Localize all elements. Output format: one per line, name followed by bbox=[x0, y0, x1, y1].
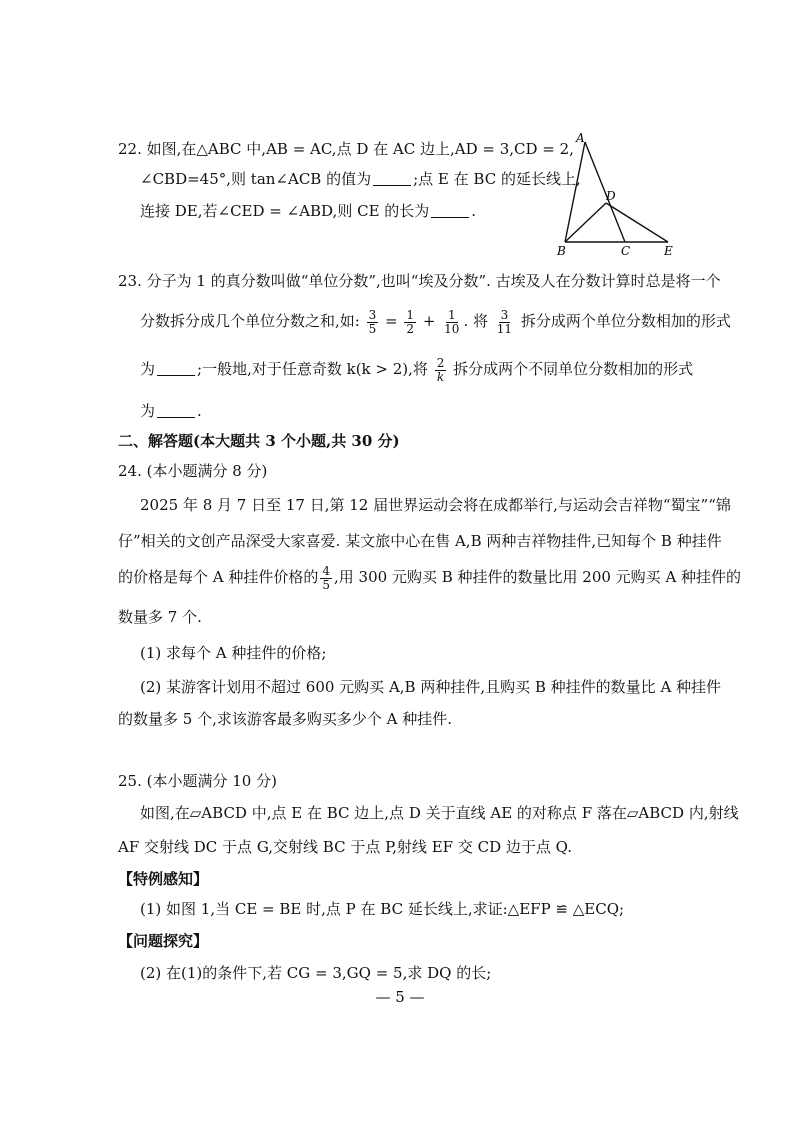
point-label-c: C bbox=[621, 244, 631, 258]
emphasis-char: 同 bbox=[543, 360, 559, 378]
emphasis-char: 不 bbox=[528, 360, 544, 378]
fraction: $\frac{2}{k}$ bbox=[436, 355, 445, 384]
point-label-d: D bbox=[606, 189, 616, 203]
q23-line-1: 23. 分子为 1 的真分数叫做“单位分数”,也叫“埃及分数”. 古埃及人在分数计算时总是将一个 bbox=[118, 272, 721, 290]
q22-text: ∠CBD=45°,则 tan∠ACB 的值为 bbox=[140, 170, 372, 188]
q23-text: 为 bbox=[140, 402, 156, 420]
section-heading: 二、解答题(本大题共 3 个小题,共 30 分) bbox=[118, 432, 400, 450]
point-label-a: A bbox=[576, 131, 585, 145]
q24-text: ,用 300 元购买 B 种挂件的数量比用 200 元购买 A 种挂件的 bbox=[334, 568, 742, 586]
fraction: $\frac{3}{5}$ bbox=[368, 307, 377, 336]
q23-text: 拆分成两个 bbox=[453, 360, 529, 378]
q23-line-3 bbox=[140, 354, 693, 384]
fraction: $\frac{1}{10}$ bbox=[444, 307, 460, 336]
q25-s2: (2) 在(1)的条件下,若 CG = 3,GQ = 5,求 DQ 的长; bbox=[140, 964, 492, 982]
q23-text: 分数拆分成几个单位分数之和,如: bbox=[140, 312, 360, 330]
fraction: $\frac{3}{11}$ bbox=[496, 307, 513, 336]
q25-head: 25. (本小题满分 10 分) bbox=[118, 772, 277, 790]
q24-p3 bbox=[118, 562, 741, 592]
q24-p1: 2025 年 8 月 7 日至 17 日,第 12 届世界运动会将在成都举行,与运动会吉祥物“蜀宝”“锦 bbox=[140, 496, 731, 514]
q22-line-2 bbox=[140, 168, 581, 190]
q22-text: . bbox=[471, 202, 477, 220]
point-label-b: B bbox=[557, 244, 566, 258]
q24-p2: 仔”相关的文创产品深受大家喜爱. 某文旅中心在售 A,B 两种吉祥物挂件,已知每个 B 种挂件 bbox=[118, 532, 722, 550]
q24-head: 24. (本小题满分 8 分) bbox=[118, 462, 268, 480]
q24-s1: (1) 求每个 A 种挂件的价格; bbox=[140, 644, 327, 662]
q22-line-1: 22. 如图,在△ABC 中,AB = AC,点 D 在 AC 边上,AD = 3,CD = 2, bbox=[118, 140, 574, 158]
answer-blank bbox=[431, 202, 469, 218]
answer-blank bbox=[157, 360, 195, 376]
q23-text: . bbox=[197, 402, 202, 420]
fraction: $\frac{4}{5}$ bbox=[322, 563, 331, 592]
q22-text: 连接 DE,若∠CED = ∠ABD,则 CE 的长为 bbox=[140, 202, 430, 220]
q23-text: 为 bbox=[140, 360, 156, 378]
fraction: $\frac{1}{2}$ bbox=[406, 307, 415, 336]
triangle-figure bbox=[548, 130, 688, 262]
q23-text: 单位分数相加的形式 bbox=[558, 360, 694, 378]
q23-text: 拆分成两个单位分数相加的形式 bbox=[520, 312, 731, 330]
q25-heading-explore: 【问题探究】 bbox=[118, 932, 209, 950]
q25-p1: 如图,在▱ABCD 中,点 E 在 BC 边上,点 D 关于直线 AE 的对称点 F 落在▱ABCD 内,射线 bbox=[140, 804, 739, 822]
q25-p2: AF 交射线 DC 于点 G,交射线 BC 于点 P,射线 EF 交 CD 边于点 Q. bbox=[118, 838, 572, 856]
q24-s2a: (2) 某游客计划用不超过 600 元购买 A,B 两种挂件,且购买 B 种挂件的数量比 A 种挂件 bbox=[140, 678, 722, 696]
point-label-e: E bbox=[664, 244, 673, 258]
equals-sign: = bbox=[385, 312, 398, 330]
q25-s1: (1) 如图 1,当 CE = BE 时,点 P 在 BC 延长线上,求证:△EFP ≌ △ECQ; bbox=[140, 900, 625, 918]
q25-heading-special: 【特例感知】 bbox=[118, 870, 209, 888]
answer-blank bbox=[373, 170, 411, 186]
q24-p4: 数量多 7 个. bbox=[118, 608, 202, 626]
q22-line-3 bbox=[140, 200, 476, 222]
q24-text: 的价格是每个 A 种挂件价格的 bbox=[118, 568, 319, 586]
q23-text: ;一般地,对于任意奇数 k(k > 2),将 bbox=[197, 360, 428, 378]
q23-line-2 bbox=[140, 306, 731, 336]
answer-blank bbox=[157, 402, 195, 418]
q23-line-4 bbox=[140, 400, 202, 422]
q22-text: ;点 E 在 BC 的延长线上, bbox=[413, 170, 581, 188]
q23-text: . 将 bbox=[463, 312, 488, 330]
plus-sign: + bbox=[422, 312, 436, 330]
page-number: — 5 — bbox=[375, 988, 425, 1006]
q24-s2b: 的数量多 5 个,求该游客最多购买多少个 A 种挂件. bbox=[118, 710, 452, 728]
